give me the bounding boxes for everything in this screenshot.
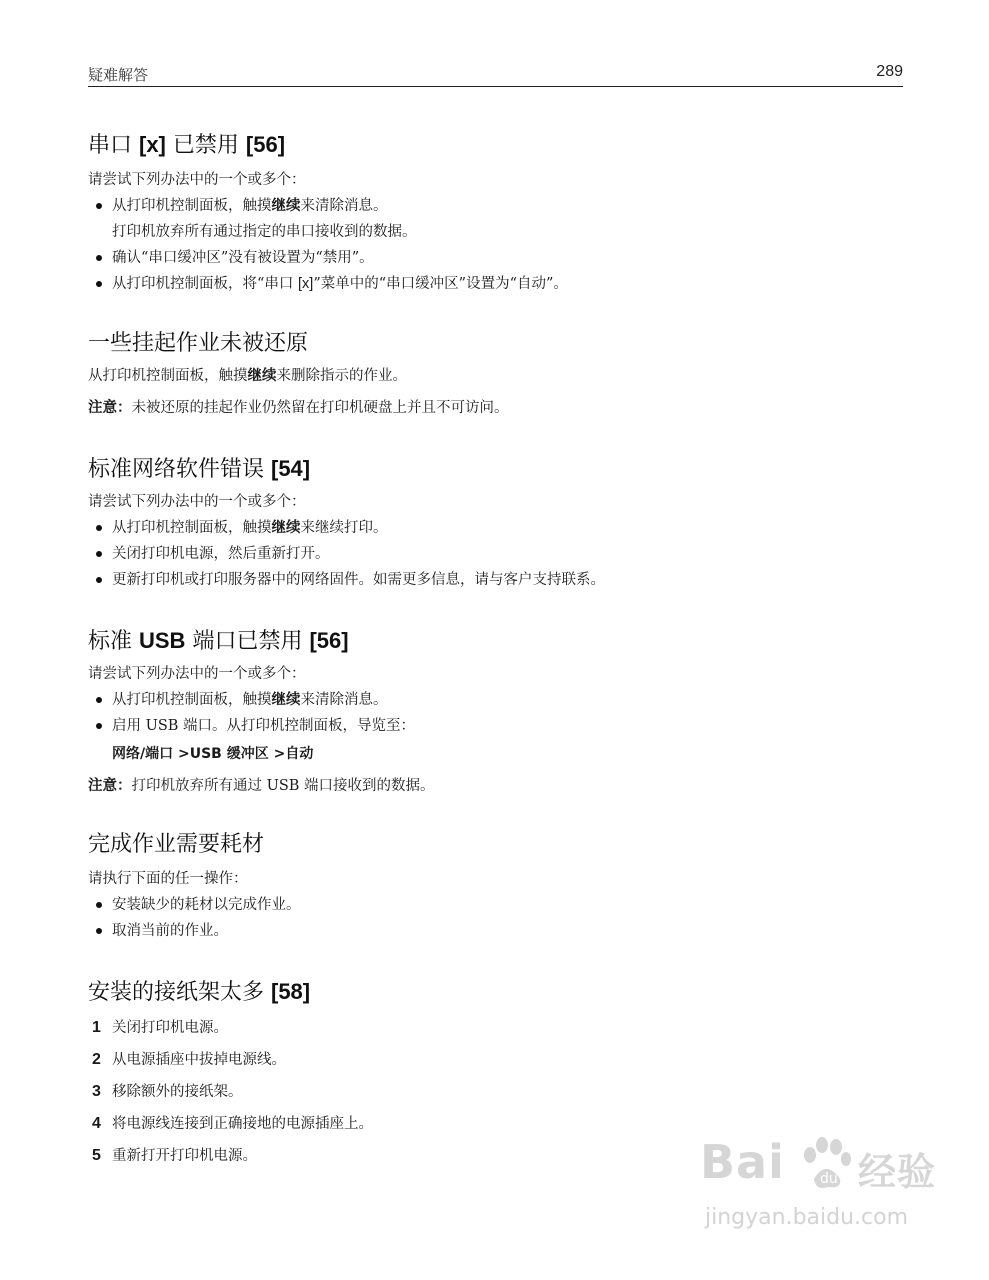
note-text: 注意：打印机放弃所有通过 USB 端口接收到的数据。 (88, 777, 435, 794)
body-text: 从打印机控制面板，触摸继续来删除指示的作业。 (88, 367, 407, 384)
section-supplies-needed (88, 830, 903, 944)
section-title: 完成作业需要耗材 (88, 832, 265, 857)
intro-text: 请尝试下列办法中的一个或多个： (88, 172, 306, 188)
intro-text: 请尝试下列办法中的一个或多个： (88, 666, 306, 682)
svg-text:du: du (820, 1171, 838, 1187)
intro-text: 请尝试下列办法中的一个或多个： (88, 494, 306, 510)
section-title: 标准 USB 端口已禁用 [56] (88, 628, 349, 654)
watermark-logo-right: 经验 (858, 1150, 937, 1194)
list-item: 更新打印机或打印服务器中的网络固件。如需更多信息，请与客户支持联系。 (88, 567, 903, 593)
intro-text: 请执行下面的任一操作： (88, 871, 248, 887)
step-item: 3 移除额外的接纸架。 (92, 1083, 243, 1100)
list-item: 从打印机控制面板，将“串口 [x]”菜单中的“串口缓冲区”设置为“自动”。 (88, 271, 903, 297)
list-item: 从打印机控制面板，触摸继续来继续打印。 (88, 515, 903, 541)
step-item: 1 关闭打印机电源。 (92, 1019, 228, 1036)
step-item: 5 重新打开打印机电源。 (92, 1147, 257, 1164)
section-title: 安装的接纸架太多 [58] (88, 979, 311, 1005)
list-item-subtext: 打印机放弃所有通过指定的串口接收到的数据。 (112, 224, 417, 240)
header-title: 疑难解答 (88, 66, 149, 84)
page-header (88, 62, 903, 87)
list-item: 从打印机控制面板，触摸继续来清除消息。 (88, 193, 903, 219)
step-item: 2 从电源插座中拔掉电源线。 (92, 1051, 286, 1068)
baidu-watermark (700, 1135, 940, 1245)
section-held-jobs-not-restored (88, 329, 903, 421)
section-serial-port-disabled (88, 130, 903, 297)
list-item: 关闭打印机电源，然后重新打开。 (88, 541, 903, 567)
menu-path: 网络/端口 >USB 缓冲区 >自动 (112, 746, 314, 762)
page-number: 289 (876, 63, 903, 80)
section-title: 标准网络软件错误 [54] (88, 456, 311, 482)
paw-icon (796, 1135, 856, 1195)
section-usb-port-disabled (88, 626, 903, 799)
section-title: 串口 [x] 已禁用 [56] (88, 132, 286, 158)
watermark-logo-left: Bai (700, 1135, 785, 1189)
list-item: 安装缺少的耗材以完成作业。 (88, 892, 903, 918)
section-title: 一些挂起作业未被还原 (88, 331, 309, 356)
watermark-url: jingyan.baidu.com (705, 1205, 909, 1230)
step-item: 4 将电源线连接到正确接地的电源插座上。 (92, 1115, 373, 1132)
section-network-software-error (88, 454, 903, 593)
list-item: 启用 USB 端口。从打印机控制面板，导览至： (88, 713, 903, 739)
list-item: 取消当前的作业。 (88, 918, 903, 944)
note-text: 注意：未被还原的挂起作业仍然留在打印机硬盘上并且不可访问。 (88, 399, 509, 416)
list-item: 确认“串口缓冲区”没有被设置为“禁用”。 (88, 245, 903, 271)
list-item: 从打印机控制面板，触摸继续来清除消息。 (88, 687, 903, 713)
